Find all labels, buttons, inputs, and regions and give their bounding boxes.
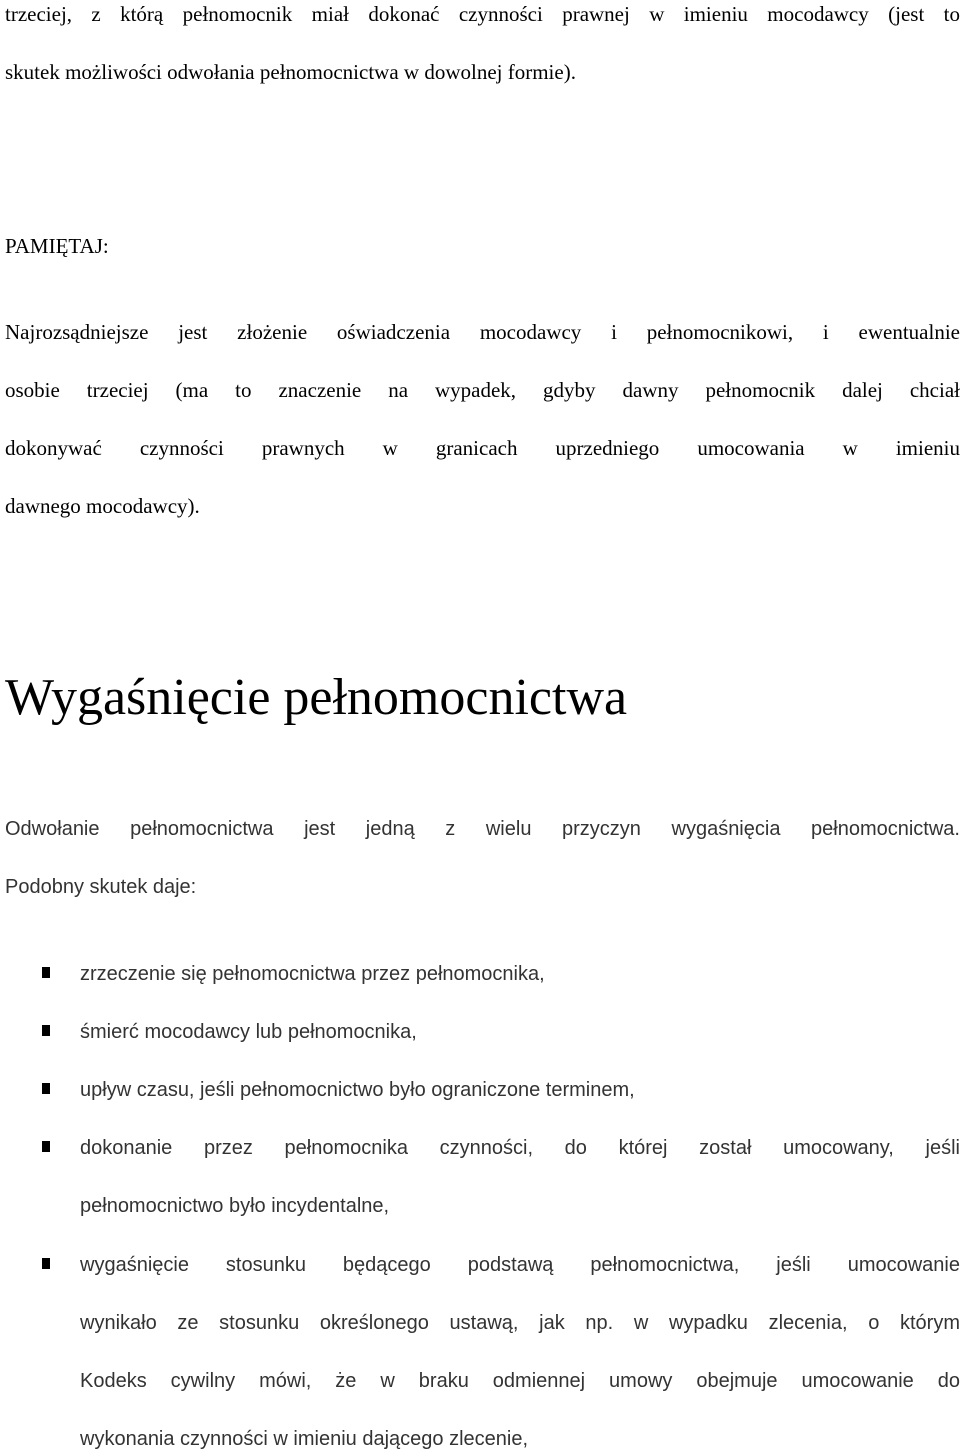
bullet-marker <box>42 1083 50 1094</box>
list-item-continuation: pełnomocnictwo było incydentalne, <box>80 1195 390 1217</box>
list-item-continuation: wynikało ze stosunku określonego ustawą, jak np. w wypadku zlecenia, o którym <box>80 1312 960 1334</box>
list-item-continuation: Kodeks cywilny mówi, że w braku odmiennej umowy obejmuje umocowanie do <box>80 1370 960 1392</box>
bullet-marker <box>42 967 50 978</box>
remember-line: Najrozsądniejsze jest złożenie oświadczenia mocodawcy i pełnomocnikowi, i ewentualnie <box>5 320 960 344</box>
list-item: wygaśnięcie stosunku będącego podstawą pełnomocnictwa, jeśli umocowanie <box>80 1254 960 1276</box>
intro-line: skutek możliwości odwołania pełnomocnictwa w dowolnej formie). <box>5 60 576 84</box>
remember-line: dokonywać czynności prawnych w granicach uprzedniego umocowania w imieniu <box>5 436 960 460</box>
bullet-marker <box>42 1025 50 1036</box>
list-item: upływ czasu, jeśli pełnomocnictwo było ograniczone terminem, <box>80 1079 635 1101</box>
section-intro-line: Odwołanie pełnomocnictwa jest jedną z wielu przyczyn wygaśnięcia pełnomocnictwa. <box>5 818 960 840</box>
list-item: śmierć mocodawcy lub pełnomocnika, <box>80 1021 417 1043</box>
list-item: dokonanie przez pełnomocnika czynności, do której został umocowany, jeśli <box>80 1137 960 1159</box>
bullet-marker <box>42 1141 50 1152</box>
intro-line: trzeciej, z którą pełnomocnik miał dokonać czynności prawnej w imieniu mocodawcy (jest to <box>5 2 960 26</box>
list-item-continuation: wykonania czynności w imieniu dającego zlecenie, <box>80 1428 529 1450</box>
remember-line: osobie trzeciej (ma to znaczenie na wypadek, gdyby dawny pełnomocnik dalej chciał <box>5 378 960 402</box>
bullet-marker <box>42 1258 50 1269</box>
list-item: zrzeczenie się pełnomocnictwa przez pełnomocnika, <box>80 963 545 985</box>
remember-label: PAMIĘTAJ: <box>5 234 109 258</box>
section-intro-line: Podobny skutek daje: <box>5 876 197 898</box>
section-heading: Wygaśnięcie pełnomocnictwa <box>5 669 628 726</box>
remember-line: dawnego mocodawcy). <box>5 494 200 518</box>
